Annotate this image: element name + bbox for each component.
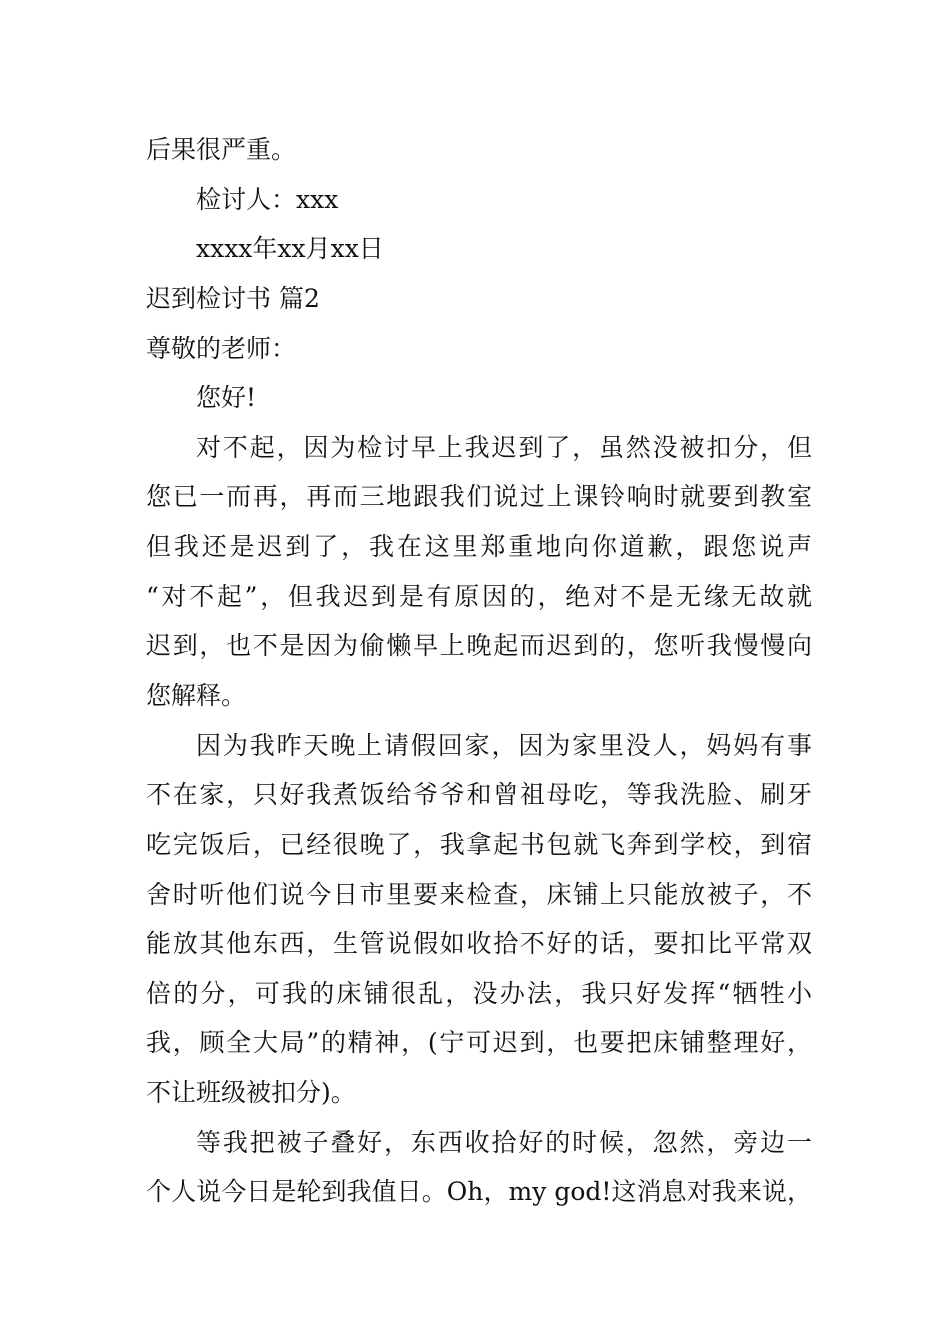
signature-line: 检讨人：xxx (196, 185, 339, 214)
paragraph-line: 您已一而再，再而三地跟我们说过上课铃响时就要到教室 (146, 482, 812, 511)
paragraph-line: 不让班级被扣分)。 (146, 1078, 356, 1107)
paragraph-line: 对不起，因为检讨早上我迟到了，虽然没被扣分，但 (196, 433, 812, 462)
salutation: 尊敬的老师： (146, 334, 297, 363)
paragraph-line: 舍时听他们说今日市里要来检查，床铺上只能放被子，不 (146, 880, 812, 909)
paragraph-line: 等我把被子叠好，东西收拾好的时候，忽然，旁边一 (196, 1128, 812, 1157)
text-line: 后果很严重。 (146, 135, 297, 164)
paragraph-line: 迟到，也不是因为偷懒早上晚起而迟到的，您听我慢慢向 (146, 631, 812, 660)
paragraph-line: 能放其他东西，生管说假如收拾不好的话，要扣比平常双 (146, 929, 812, 958)
paragraph-line: 不在家，只好我煮饭给爷爷和曾祖母吃，等我洗脸、刷牙 (146, 780, 812, 809)
section-title: 迟到检讨书 篇2 (146, 284, 320, 313)
paragraph-line: 个人说今日是轮到我值日。Oh，my god!这消息对我来说， (146, 1177, 812, 1206)
paragraph-line: 倍的分，可我的床铺很乱，没办法，我只好发挥“牺牲小 (146, 979, 812, 1008)
paragraph-line: 我，顾全大局”的精神，(宁可迟到，也要把床铺整理好， (146, 1028, 812, 1057)
paragraph-line: 因为我昨天晚上请假回家，因为家里没人，妈妈有事 (196, 731, 812, 760)
paragraph-line: 吃完饭后，已经很晚了，我拿起书包就飞奔到学校，到宿 (146, 830, 812, 859)
date-line: xxxx年xx月xx日 (196, 234, 384, 263)
paragraph-line: 但我还是迟到了，我在这里郑重地向你道歉，跟您说声 (146, 532, 812, 561)
paragraph-line: 您解释。 (146, 681, 247, 710)
paragraph-line: “对不起”，但我迟到是有原因的，绝对不是无缘无故就 (146, 582, 812, 611)
greeting: 您好! (196, 383, 257, 412)
